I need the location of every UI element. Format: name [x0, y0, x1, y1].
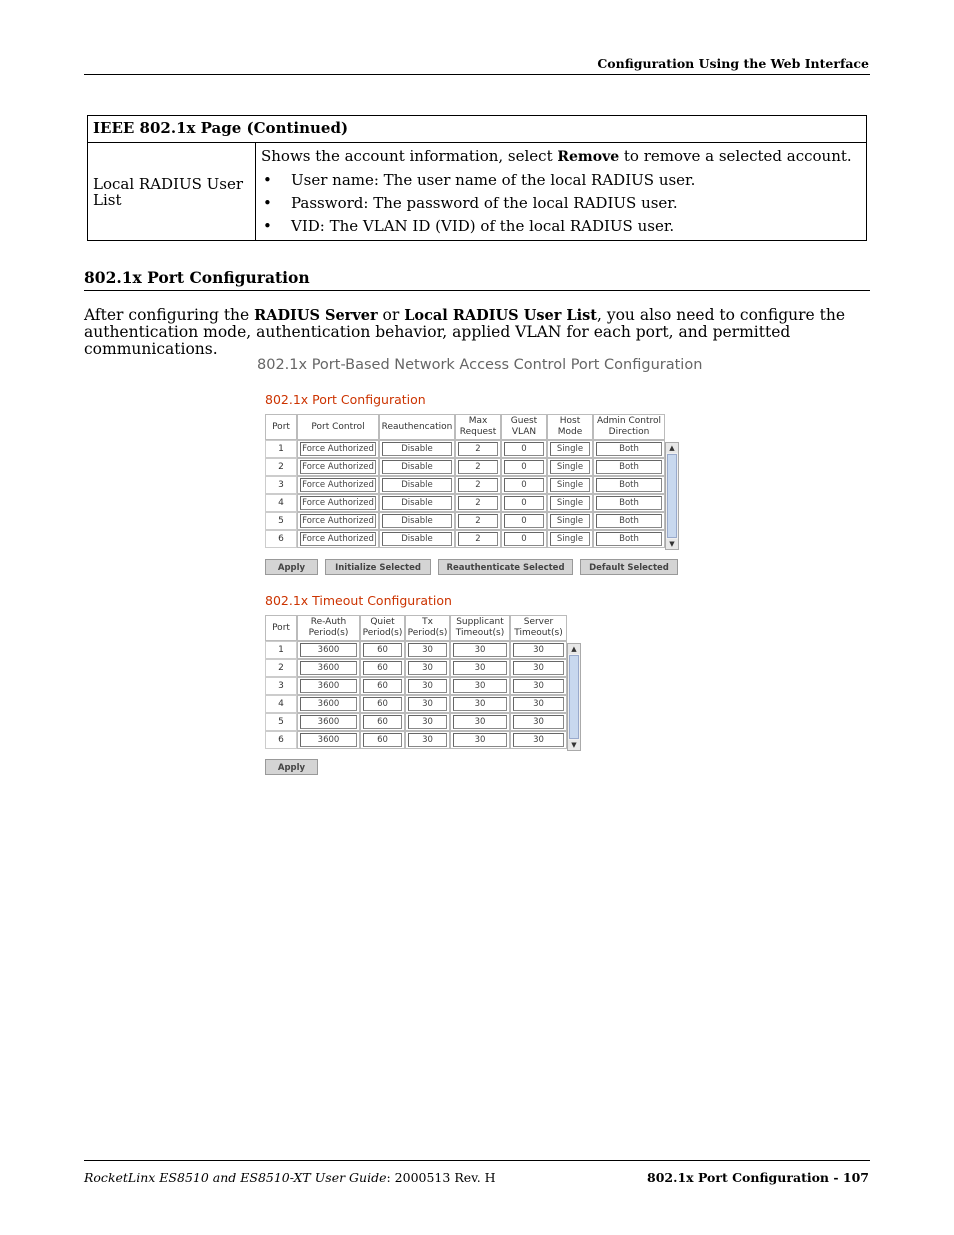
running-header: Configuration Using the Web Interface [597, 56, 869, 71]
timeout-config-title: 802.1x Timeout Configuration [265, 593, 452, 608]
guest-vlan-input[interactable]: 0 [504, 478, 544, 492]
port-number: 1 [265, 440, 297, 458]
table-row[interactable] [265, 440, 665, 458]
footer-doc-title: RocketLinx ES8510 and ES8510-XT User Guide: 2000513 Rev. H [84, 1170, 496, 1185]
list-item: • User name: The user name of the local RADIUS user. [263, 171, 696, 189]
port-control-select[interactable]: Force Authorized [300, 496, 376, 510]
port-number: 1 [265, 641, 297, 659]
port-number: 3 [265, 476, 297, 494]
reauth-period-input[interactable]: 3600 [300, 643, 357, 657]
max-request-input[interactable]: 2 [458, 514, 498, 528]
reauth-period-input[interactable]: 3600 [300, 733, 357, 747]
list-item: • VID: The VLAN ID (VID) of the local RADIUS user. [263, 217, 675, 235]
scroll-down-arrow-icon[interactable]: ▼ [568, 740, 580, 750]
admin-direction-select[interactable]: Both [596, 478, 662, 492]
col-header-tx-period: Tx Period(s) [405, 615, 450, 641]
col-header-guest-vlan: Guest VLAN [501, 414, 547, 440]
quiet-period-input[interactable]: 60 [363, 661, 402, 675]
host-mode-select[interactable]: Single [550, 532, 590, 546]
timeout-apply-button[interactable]: Apply [265, 759, 318, 775]
port-number: 6 [265, 530, 297, 548]
admin-direction-select[interactable]: Both [596, 460, 662, 474]
max-request-input[interactable]: 2 [458, 460, 498, 474]
port-control-select[interactable]: Force Authorized [300, 478, 376, 492]
admin-direction-select[interactable]: Both [596, 496, 662, 510]
section-title: 802.1x Port Configuration [84, 268, 310, 287]
col-header-port-control: Port Control [297, 414, 379, 440]
scroll-down-arrow-icon[interactable]: ▼ [666, 539, 678, 549]
reauthenticate-selected-button[interactable]: Reauthenticate Selected [438, 559, 573, 575]
ieee-8021x-table [87, 115, 867, 241]
col-header-quiet-period: Quiet Period(s) [360, 615, 405, 641]
reauth-select[interactable]: Disable [382, 442, 452, 456]
port-control-select[interactable]: Force Authorized [300, 514, 376, 528]
table-heading: IEEE 802.1x Page (Continued) [88, 116, 867, 143]
quiet-period-input[interactable]: 60 [363, 715, 402, 729]
scroll-up-arrow-icon[interactable]: ▲ [666, 443, 678, 453]
reauth-period-input[interactable]: 3600 [300, 661, 357, 675]
admin-direction-select[interactable]: Both [596, 442, 662, 456]
tx-period-input[interactable]: 30 [408, 679, 447, 693]
scroll-thumb[interactable] [569, 655, 579, 739]
port-config-scrollbar[interactable] [665, 442, 679, 550]
quiet-period-input[interactable]: 60 [363, 643, 402, 657]
reauth-select[interactable]: Disable [382, 496, 452, 510]
table-row[interactable] [265, 530, 665, 548]
table-row[interactable] [265, 458, 665, 476]
server-timeout-input[interactable]: 30 [513, 679, 564, 693]
section-rule [84, 290, 870, 291]
guest-vlan-input[interactable]: 0 [504, 496, 544, 510]
supplicant-timeout-input[interactable]: 30 [453, 715, 507, 729]
port-number: 2 [265, 659, 297, 677]
server-timeout-input[interactable]: 30 [513, 733, 564, 747]
server-timeout-input[interactable]: 30 [513, 643, 564, 657]
section-paragraph: After configuring the RADIUS Server or Local RADIUS User List, you also need to configure the authentication mode, authentication behavior, applied VLAN for each port, and permitted communications. [84, 306, 846, 358]
port-control-select[interactable]: Force Authorized [300, 442, 376, 456]
table-row[interactable] [265, 713, 567, 731]
col-header-port: Port [265, 615, 297, 641]
table-row[interactable] [265, 512, 665, 530]
port-config-title: 802.1x Port Configuration [265, 392, 426, 407]
port-number: 4 [265, 695, 297, 713]
max-request-input[interactable]: 2 [458, 532, 498, 546]
reauth-period-input[interactable]: 3600 [300, 697, 357, 711]
guest-vlan-input[interactable]: 0 [504, 514, 544, 528]
remove-keyword: Remove [557, 149, 620, 165]
port-number: 6 [265, 731, 297, 749]
server-timeout-input[interactable]: 30 [513, 661, 564, 675]
port-control-select[interactable]: Force Authorized [300, 532, 376, 546]
apply-button[interactable]: Apply [265, 559, 318, 575]
footer-page-number: 802.1x Port Configuration - 107 [647, 1170, 869, 1185]
port-number: 5 [265, 512, 297, 530]
supplicant-timeout-input[interactable]: 30 [453, 679, 507, 693]
reauth-period-input[interactable]: 3600 [300, 715, 357, 729]
host-mode-select[interactable]: Single [550, 496, 590, 510]
quiet-period-input[interactable]: 60 [363, 733, 402, 747]
admin-direction-select[interactable]: Both [596, 514, 662, 528]
table-row[interactable] [265, 659, 567, 677]
port-number: 5 [265, 713, 297, 731]
tx-period-input[interactable]: 30 [408, 643, 447, 657]
host-mode-select[interactable]: Single [550, 442, 590, 456]
col-header-reauth-period: Re-Auth Period(s) [297, 615, 360, 641]
col-header-supplicant-timeout: Supplicant Timeout(s) [450, 615, 510, 641]
host-mode-select[interactable]: Single [550, 460, 590, 474]
port-config-table [265, 414, 665, 548]
table-row[interactable] [265, 494, 665, 512]
supplicant-timeout-input[interactable]: 30 [453, 697, 507, 711]
list-item: • Password: The password of the local RADIUS user. [263, 194, 678, 212]
reauth-select[interactable]: Disable [382, 460, 452, 474]
footer-rule [84, 1160, 870, 1161]
max-request-input[interactable]: 2 [458, 496, 498, 510]
server-timeout-input[interactable]: 30 [513, 697, 564, 711]
scroll-up-arrow-icon[interactable]: ▲ [568, 644, 580, 654]
timeout-config-scrollbar[interactable] [567, 643, 581, 751]
col-header-admin-control: Admin Control Direction [593, 414, 665, 440]
max-request-input[interactable]: 2 [458, 478, 498, 492]
table-row[interactable] [265, 731, 567, 749]
reauth-select[interactable]: Disable [382, 514, 452, 528]
port-number: 4 [265, 494, 297, 512]
col-header-host-mode: Host Mode [547, 414, 593, 440]
table-row[interactable] [265, 476, 665, 494]
supplicant-timeout-input[interactable]: 30 [453, 733, 507, 747]
reauth-select[interactable]: Disable [382, 478, 452, 492]
supplicant-timeout-input[interactable]: 30 [453, 661, 507, 675]
server-timeout-input[interactable]: 30 [513, 715, 564, 729]
port-control-select[interactable]: Force Authorized [300, 460, 376, 474]
port-number: 3 [265, 677, 297, 695]
col-header-server-timeout: Server Timeout(s) [510, 615, 567, 641]
supplicant-timeout-input[interactable]: 30 [453, 643, 507, 657]
reauth-select[interactable]: Disable [382, 532, 452, 546]
table-row[interactable] [265, 677, 567, 695]
scroll-thumb[interactable] [667, 454, 677, 538]
figure-title: 802.1x Port-Based Network Access Control Port Configuration [257, 357, 703, 373]
quiet-period-input[interactable]: 60 [363, 679, 402, 693]
guest-vlan-input[interactable]: 0 [504, 532, 544, 546]
admin-direction-select[interactable]: Both [596, 532, 662, 546]
tx-period-input[interactable]: 30 [408, 715, 447, 729]
host-mode-select[interactable]: Single [550, 478, 590, 492]
tx-period-input[interactable]: 30 [408, 697, 447, 711]
tx-period-input[interactable]: 30 [408, 661, 447, 675]
guest-vlan-input[interactable]: 0 [504, 442, 544, 456]
guest-vlan-input[interactable]: 0 [504, 460, 544, 474]
table-row[interactable] [265, 695, 567, 713]
col-header-reauth: Reauthencation [379, 414, 455, 440]
timeout-config-table [265, 615, 567, 749]
col-header-port: Port [265, 414, 297, 440]
header-rule [84, 74, 870, 75]
col-header-max-request: Max Request [455, 414, 501, 440]
quiet-period-input[interactable]: 60 [363, 697, 402, 711]
reauth-period-input[interactable]: 3600 [300, 679, 357, 693]
row-description [256, 143, 867, 241]
description-intro: Shows the account information, select Remove to remove a selected account. [261, 147, 852, 165]
row-label: Local RADIUS User List [88, 143, 256, 241]
port-number: 2 [265, 458, 297, 476]
max-request-input[interactable]: 2 [458, 442, 498, 456]
table-row[interactable] [265, 641, 567, 659]
default-selected-button[interactable]: Default Selected [580, 559, 678, 575]
tx-period-input[interactable]: 30 [408, 733, 447, 747]
initialize-selected-button[interactable]: Initialize Selected [325, 559, 431, 575]
host-mode-select[interactable]: Single [550, 514, 590, 528]
